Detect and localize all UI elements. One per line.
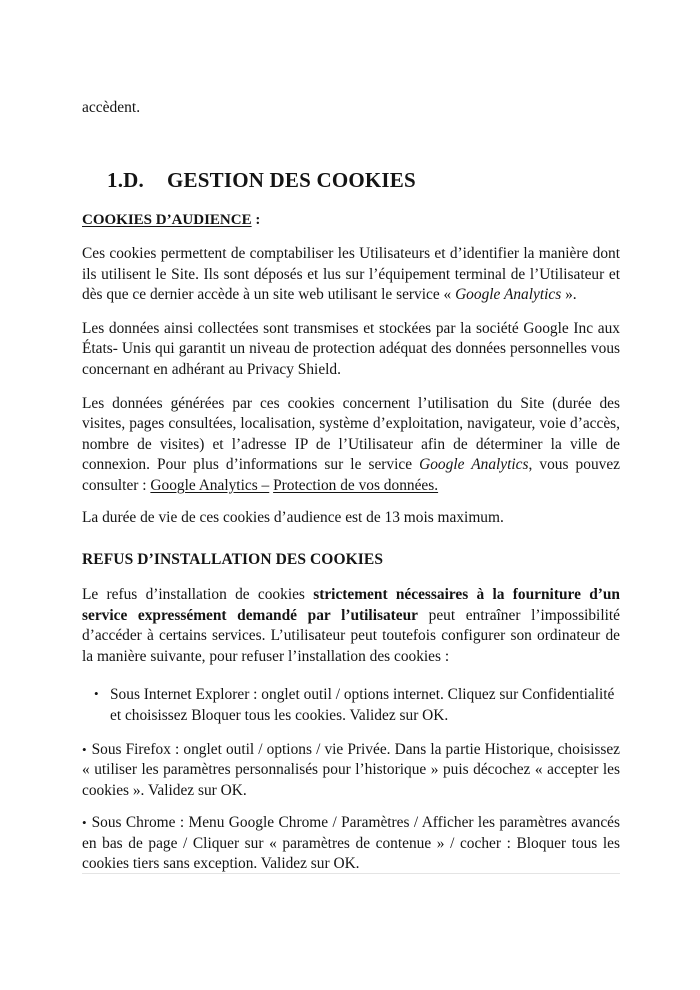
subheading-label: COOKIES D’AUDIENCE: [82, 212, 252, 228]
paragraph-text-tail: peut entraîner l’impossibilité d’accéder à certains services. L’utilisateur peut toutefois configurer son ordinateur de la manière suivante, pour refuser l’installation des cookies :: [82, 606, 620, 665]
paragraph-audience-definition: [82, 244, 620, 306]
list-item: [82, 740, 620, 802]
paragraph-cookie-lifetime: La durée de vie de ces cookies d’audience est de 13 mois maximum.: [82, 508, 504, 526]
heading-refus-installation: REFUS D’INSTALLATION DES COOKIES: [82, 551, 384, 569]
google-analytics-mention: Google Analytics: [419, 456, 529, 474]
section-title: GESTION DES COOKIES: [167, 168, 416, 192]
paragraph-text: Les données générées par ces cookies concernent l’utilisation du Site (durée des visites, pages consultées, localisation, système d’exploitation, navigateur, voie d’accès, nombre de visites) et l’adresse IP de l’Utilisateur afin de déterminer la ville de connexion. Pour plus d’informations sur le service: [82, 394, 620, 474]
bullet-icon: •: [82, 815, 87, 831]
bullet-icon: •: [94, 685, 99, 701]
google-analytics-mention: Google Analytics: [455, 286, 562, 304]
paragraph-refus-intro: [82, 585, 620, 667]
list-item: [82, 813, 620, 875]
list-item-label: Sous Chrome : Menu Google Chrome / Paramètres / Afficher les paramètres avancés en bas de page / Cliquer sur « paramètres de contenue » / cocher : Bloquer tous les cookies tiers sans exception. Validez sur OK.: [82, 814, 620, 873]
paragraph-data-generated: [82, 394, 620, 497]
paragraph-text-middle: , vous pouvez consulter :: [82, 456, 620, 494]
list-item-label: Sous Firefox : onglet outil / options / vie Privée. Dans la partie Historique, choisissez « utiliser les paramètres personnalisés pour l’historique » puis décochez « accepter les cookies ». Validez sur OK.: [82, 740, 620, 799]
subheading-cookies-audience: [82, 210, 620, 230]
subheading-colon: :: [251, 212, 261, 228]
paragraph-text-tail: ».: [561, 286, 577, 304]
paragraph-text: Le refus d’installation de cookies: [82, 586, 314, 604]
bullet-icon: •: [82, 741, 87, 757]
emphasis-service-necessaire: strictement nécessaires à la fourniture d’un service expressément demandé par l’utilisateur: [82, 586, 620, 624]
body-flow: [82, 210, 620, 887]
list-item: [82, 684, 620, 726]
link-google-analytics[interactable]: Google Analytics –: [150, 476, 270, 494]
paragraph-text: Ces cookies permettent de comptabiliser les Utilisateurs et d’identifier la manière dont ils utilisent le Site. Ils sont déposés et lus sur l’équipement terminal de l’Utilisateur et dès que ce dernier accède à un site web utilisant le service «: [82, 245, 620, 304]
footer-divider: [82, 873, 620, 874]
section-heading: [82, 168, 620, 193]
continued-paragraph-line: accèdent.: [82, 99, 141, 116]
paragraph-data-transfer: Les données ainsi collectées sont transmises et stockées par la société Google Inc aux États- Unis qui garantit un niveau de protection adéquat des données personnelles vous concernant en adhérant au Privacy Shield.: [82, 319, 620, 378]
list-item-label: Sous Internet Explorer : onglet outil / options internet. Cliquez sur Confidentialité et choisissez Bloquer tous les cookies. Validez sur OK.: [110, 685, 615, 724]
section-number: 1.D.: [107, 168, 144, 192]
link-protection-des-donnees[interactable]: Protection de vos données.: [273, 476, 439, 494]
